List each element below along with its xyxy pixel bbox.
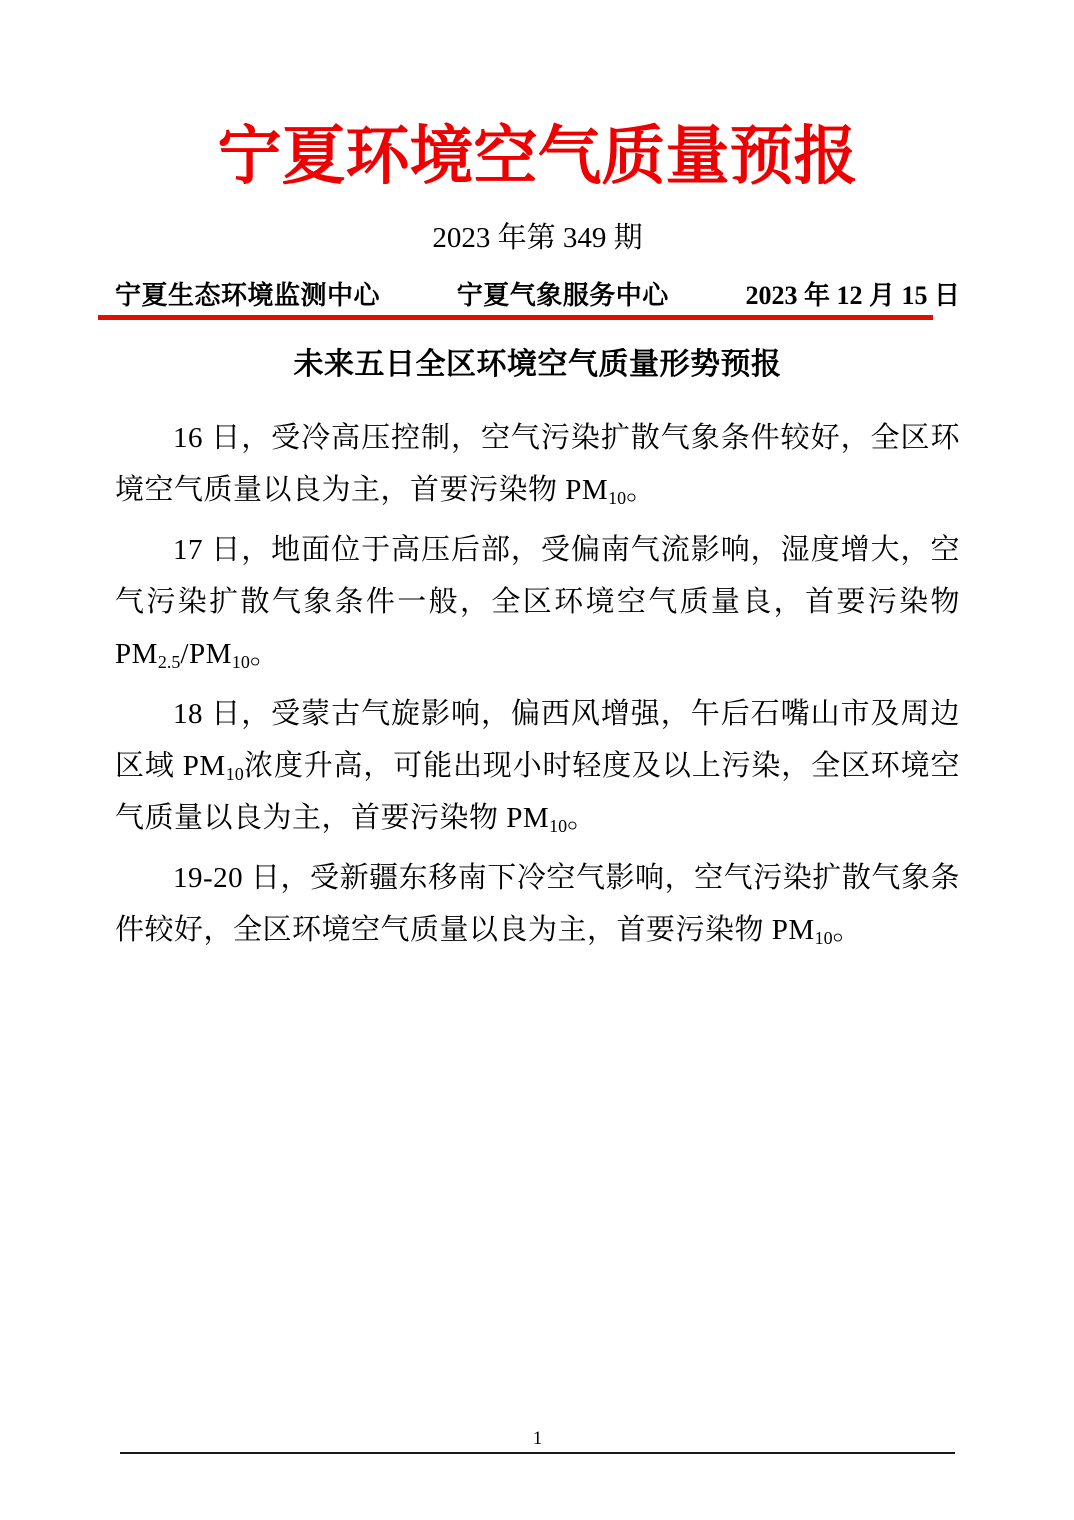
page-footer — [120, 1428, 955, 1454]
paragraph-text: 。 — [626, 474, 656, 506]
pm10-subscript: 10 — [608, 488, 627, 509]
paragraph-day19-20 — [115, 852, 960, 956]
paragraph-text: /PM — [180, 638, 232, 670]
paragraph-day17 — [115, 524, 960, 680]
paragraph-text: 16 日，受冷高压控制，空气污染扩散气象条件较好，全区环境空气质量以良为主，首要污染物 PM — [115, 422, 960, 506]
paragraph-text: 19-20 日，受新疆东移南下冷空气影响，空气污染扩散气象条件较好，全区环境空气质量以良为主，首要污染物 PM — [115, 862, 960, 946]
pm10-subscript: 10 — [225, 764, 244, 785]
forecast-body — [115, 412, 960, 956]
paragraph-text: 。 — [249, 638, 280, 670]
section-heading: 未来五日全区环境空气质量形势预报 — [293, 348, 782, 381]
paragraph-text: 。 — [567, 802, 597, 834]
paragraph-day18 — [115, 688, 960, 844]
report-title: 宁夏环境空气质量预报 — [217, 121, 858, 192]
org-environment-monitoring-center: 宁夏生态环境监测中心 — [115, 280, 381, 310]
paragraph-text: 浓度升高，可能出现小时轻度及以上污染，全区环境空气质量以良为主，首要污染物 PM — [115, 750, 960, 834]
pm25-subscript: 2.5 — [157, 652, 181, 673]
pm10-subscript: 10 — [231, 652, 250, 673]
issue-date: 2023 年 12 月 15 日 — [745, 281, 960, 310]
org-weather-service-center: 宁夏气象服务中心 — [456, 280, 669, 310]
paragraph-text: 17 日，地面位于高压后部，受偏南气流影响，湿度增大，空气污染扩散气象条件一般，全区环境空气质量良，首要污染物 PM — [115, 534, 960, 670]
issue-number: 2023 年第 349 期 — [432, 222, 643, 254]
pm10-subscript: 10 — [549, 816, 568, 837]
page-number: 1 — [532, 1428, 543, 1449]
masthead — [115, 278, 960, 313]
paragraph-text: 。 — [832, 914, 863, 946]
red-divider-rule — [98, 315, 933, 320]
footer-rule — [120, 1452, 955, 1454]
paragraph-text: 18 日，受蒙古气旋影响，偏西风增强，午后石嘴山市及周边区域 PM — [115, 698, 960, 782]
pm10-subscript: 10 — [814, 928, 833, 949]
paragraph-day16 — [115, 412, 960, 516]
